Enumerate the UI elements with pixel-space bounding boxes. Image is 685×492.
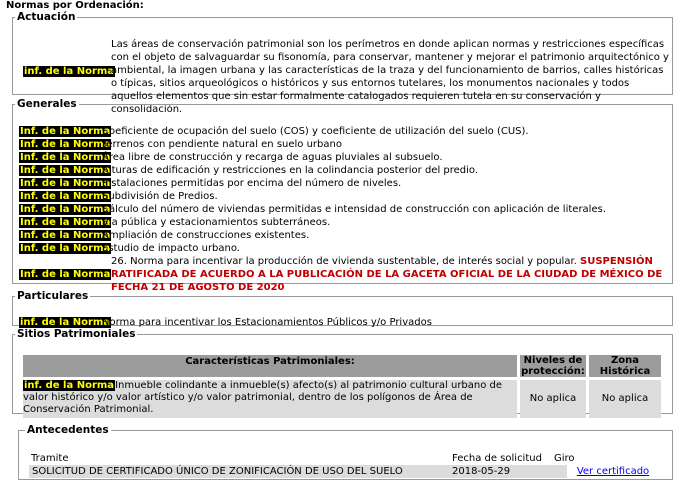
generales-row [19, 216, 331, 229]
sitios-caracteristica-text: Inmueble colindante a inmueble(s) afecto(s) al patrimonio cultural urbano de valor histórico y/o valor artístico y/o valor patrimonial, dentro de los polígonos de Área de Conservación Patrimonial. [23, 380, 503, 415]
particulares-norma-tag[interactable]: inf. de la Norma [20, 317, 111, 328]
sitios-row-zona: No aplica [589, 380, 661, 418]
generales-norma-tag[interactable]: Inf. de la Norma [20, 269, 111, 280]
generales-norma-tag[interactable]: Inf. de la Norma [20, 126, 111, 137]
sitios-legend: Sitios Patrimoniales [17, 328, 136, 340]
particulares-text: Norma para incentivar los Estacionamientos Públicos y/o Privados [102, 317, 432, 328]
antecedentes-legend: Antecedentes [27, 424, 109, 436]
generales-item: Área libre de construcción y recarga de aguas pluviales al subsuelo. [102, 152, 443, 163]
generales-item: Instalaciones permitidas por encima del número de niveles. [102, 178, 402, 189]
generales-row [19, 164, 479, 177]
antecedentes-header-fecha: Fecha de solicitud [452, 453, 542, 464]
generales-section [12, 98, 673, 293]
generales-row [19, 203, 606, 216]
norma-26-text: 26. Norma para incentivar la producción de vivienda sustentable, de interés social y popular. [111, 256, 577, 267]
generales-item: Subdivisión de Predios. [102, 191, 218, 202]
generales-norma-tag[interactable]: Inf. de la Norma [20, 139, 111, 150]
generales-norma-tag[interactable]: Inf. de la Norma [20, 191, 111, 202]
generales-norma-tag[interactable]: Inf. de la Norma [20, 204, 111, 215]
sitios-row-caracteristicas [23, 380, 517, 418]
sitios-norma-tag[interactable]: inf. de la Norma [24, 380, 115, 391]
actuacion-norma-tag[interactable]: inf. de la Norma [24, 66, 115, 77]
generales-item: Vía pública y estacionamientos subterráneos. [102, 217, 331, 228]
sitios-header-caracteristicas: Características Patrimoniales: [23, 355, 517, 377]
generales-row [19, 125, 529, 138]
particulares-legend: Particulares [17, 290, 89, 302]
antecedentes-header-tramite: Tramite [31, 453, 69, 464]
antecedentes-section [18, 425, 673, 480]
sitios-header-niveles: Niveles de protección: [521, 355, 585, 377]
generales-row [19, 177, 402, 190]
generales-row [19, 229, 310, 242]
generales-legend: Generales [17, 98, 77, 110]
actuacion-legend: Actuación [17, 11, 76, 23]
generales-norma-tag[interactable]: Inf. de la Norma [20, 178, 111, 189]
generales-item: Coeficiente de ocupación del suelo (COS) y coeficiente de utilización del suelo (CUS). [102, 126, 529, 137]
generales-item: Estudio de impacto urbano. [102, 243, 240, 254]
antecedentes-header-giro: Giro [554, 453, 575, 464]
generales-row [19, 151, 443, 164]
generales-item: Cálculo del número de viviendas permitidas e intensidad de construcción con aplicación de literales. [102, 204, 606, 215]
suspension-notice: SUSPENSIÓN RATIFICADA DE ACUERDO A LA PUBLICACIÓN DE LA GACETA OFICIAL DE LA CIUDAD DE MÉXICO DE FECHA 21 DE AGOSTO DE 2020 [111, 256, 663, 293]
generales-norma-tag[interactable]: Inf. de la Norma [20, 243, 111, 254]
generales-item: Terrenos con pendiente natural en suelo urbano [102, 139, 342, 150]
fecha-value: 2018-05-29 [452, 466, 511, 477]
generales-norma-tag[interactable]: Inf. de la Norma [20, 165, 111, 176]
generales-row [19, 190, 218, 203]
generales-norma-tag[interactable]: Inf. de la Norma [20, 230, 111, 241]
antecedentes-row [29, 465, 659, 478]
particulares-section [12, 291, 673, 326]
ver-certificado-link[interactable]: Ver certificado [576, 466, 650, 477]
actuacion-text: Las áreas de conservación patrimonial son los perímetros en donde aplican normas y restricciones específicas con el objeto de salvaguardar su fisonomía, para conservar, mantener y mejorar el patrimonio arquitectónico y ambiental, la imagen urbana y las características de la traza y del funcionamiento de barrios, calles históricas o típicas, sitios arqueológicos o históricos y sus entornos tutelares, los monumentos nacionales y todos aquellos elementos que sin estar formalmente catalogados requieren tutela en su conservación y consolidación. [111, 39, 669, 115]
generales-item-26 [111, 255, 663, 294]
tramite-value: SOLICITUD DE CERTIFICADO ÚNICO DE ZONIFICACIÓN DE USO DEL SUELO [32, 466, 403, 477]
generales-row [19, 138, 342, 151]
page-title: Normas por Ordenación: [6, 0, 144, 11]
generales-norma-tag[interactable]: Inf. de la Norma [20, 217, 111, 228]
sitios-row-nivel: No aplica [520, 380, 586, 418]
generales-norma-tag[interactable]: Inf. de la Norma [20, 152, 111, 163]
generales-item: Ampliación de construcciones existentes. [102, 230, 310, 241]
generales-row [19, 242, 240, 255]
sitios-header-zona: Zona Histórica [589, 355, 661, 377]
sitios-section [12, 329, 673, 414]
generales-item: Alturas de edificación y restricciones en la colindancia posterior del predio. [102, 165, 479, 176]
